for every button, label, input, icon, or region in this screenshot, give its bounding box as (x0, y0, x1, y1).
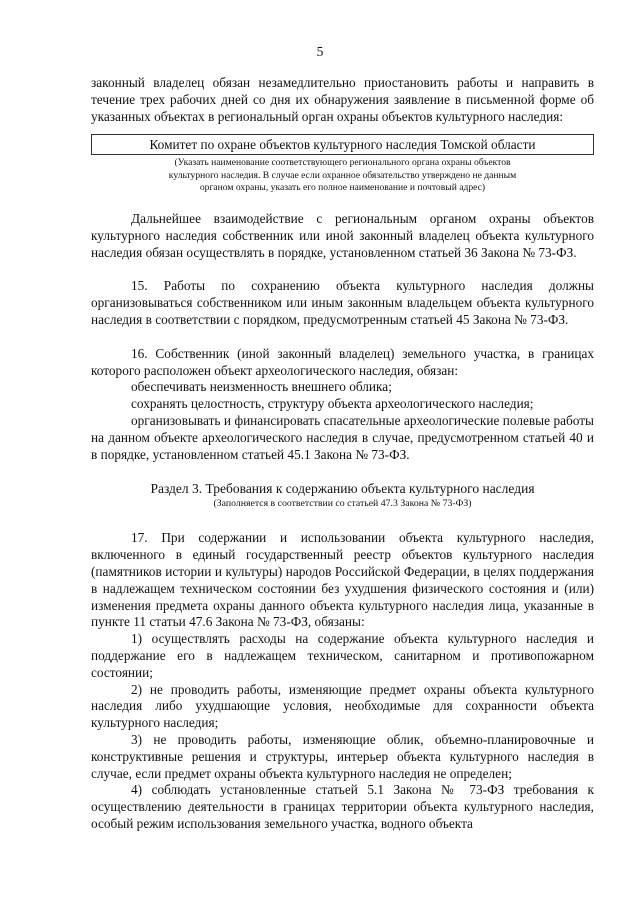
authority-box: Комитет по охране объектов культурного наследия Томской области (91, 134, 594, 155)
section-3-title: Раздел 3. Требования к содержанию объекта культурного наследия (150, 481, 535, 497)
paragraph-16: 16. Собственник (иной законный владелец) земельного участка, в границах которого расположен объект археологического наследия, обязан: (91, 345, 594, 378)
authority-note: (Указать наименование соответствующего регионального органа охраны объектов культурного наследия. В случае если охранное обязательство утверждено не данным органом охраны, указать его полное наименование и почтовый адрес) (168, 157, 517, 193)
paragraph-16-item: организовывать и финансировать спасательные археологические полевые работы на данном объекте археологического наследия в случае, предусмотренном статьей 40 и в порядке, установленном статьей 45.1 Закона № 73-ФЗ. (91, 412, 594, 462)
paragraph-17-item: 3) не проводить работы, изменяющие облик, объемно-планировочные и конструктивные решения и структуры, интерьер объекта культурного наследия в случае, если предмет охраны объекта культурного наследия не определен; (91, 731, 594, 781)
interaction-paragraph: Дальнейшее взаимодействие с региональным органом охраны объектов культурного наследия собственник или иной законный владелец объекта культурного наследия обязан осуществлять в порядке, установленном статьей 36 Закона № 73-ФЗ. (91, 211, 594, 260)
paragraph-17: 17. При содержании и использовании объекта культурного наследия, включенного в единый государственный реестр объектов культурного наследия (памятников истории и культуры) народов Российской Федерации, в целях поддержания в надлежащем техническом состоянии без ухудшения физического состояния и (или) изменения предмета охраны данного объекта культурного наследия лица, указанные в пункте 11 статьи 47.6 Закона № 73-ФЗ, обязаны: (91, 530, 594, 630)
paragraph-16-item: сохранять целостность, структуру объекта археологического наследия; (131, 396, 534, 412)
paragraph-15: 15. Работы по сохранению объекта культурного наследия должны организовываться собственником или иным законным владельцем объекта культурного наследия в соответствии с порядком, предусмотренным статьей 45 Закона № 73-ФЗ. (91, 278, 594, 327)
document-body (91, 75, 594, 833)
paragraph-17-item: 2) не проводить работы, изменяющие предмет охраны объекта культурного наследия либо ухудшающие условия, необходимые для сохранности объекта культурного наследия; (91, 681, 594, 731)
section-3-note: (Заполняется в соответствии со статьей 47.3 Закона № 73-ФЗ) (213, 497, 472, 509)
intro-paragraph: законный владелец обязан незамедлительно приостановить работы и направить в течение трех рабочих дней со дня их обнаружения заявление в письменной форме об указанных объектах в региональный орган охраны объектов культурного наследия: (91, 75, 594, 124)
paragraph-17-item: 1) осуществлять расходы на содержание объекта культурного наследия и поддержание его в надлежащем техническом, санитарном и противопожарном состоянии; (91, 631, 594, 680)
paragraph-16-item: обеспечивать неизменность внешнего облика; (131, 379, 392, 395)
page-number: 5 (316, 44, 324, 59)
paragraph-17-item: 4) соблюдать установленные статьей 5.1 Закона № 73-ФЗ требования к осуществлению деятельности в границах территории объекта культурного наследия, особый режим использования земельного участка, водного объекта (91, 782, 594, 831)
